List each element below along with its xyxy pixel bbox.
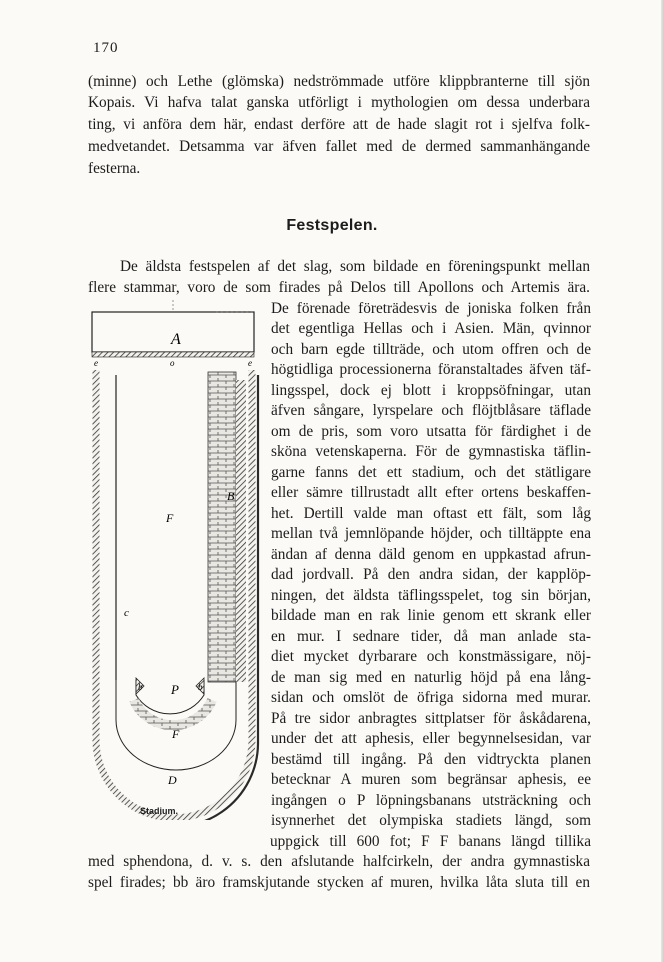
label-o: o bbox=[170, 358, 175, 368]
para-line: ändan af denna däld genom en uppkastad afrun- bbox=[271, 546, 591, 563]
para-line: ningen, det äldsta täflingsspelet, tog sin början, bbox=[271, 587, 591, 604]
para-line: de man sig med en naturlig höjd på ena lång- bbox=[271, 669, 591, 686]
para-line: De förenade företrädesvis de joniska folken från bbox=[271, 300, 591, 317]
para-line: bestämd till ingång. På den vidtryckta planen bbox=[271, 751, 591, 768]
para-line: med sphendona, d. v. s. den afslutande halfcirkeln, der andra gymnastiska bbox=[88, 853, 590, 870]
para-line: om de pris, som voro utsatta för färdighet i de bbox=[271, 423, 591, 440]
para-line: spel firades; bb äro framskjutande stycken af muren, hvilka låta sluta till en bbox=[88, 874, 590, 891]
intro-line: medvetandet. Detsamma var äfven fallet med de dermed sammanhängande bbox=[88, 138, 590, 155]
para-line: äfven sångare, lyrspelare och flöjtblåsare täflade bbox=[271, 402, 591, 419]
figure-caption: Stadium. bbox=[140, 806, 179, 816]
label-b-left: b bbox=[138, 682, 143, 692]
intro-line: ting, vi anföra dem här, endast derföre att de hade slagit rot i sjelfva folk- bbox=[88, 116, 590, 133]
para-line: sköna vetenskaperna. För de gymnastiska täflin- bbox=[271, 443, 591, 460]
para-line: flere stammar, voro de som firades på Delos till Apollons och Artemis ära. bbox=[88, 279, 590, 296]
section-heading: Festspelen. bbox=[286, 217, 378, 234]
para-line: sidan och omslöt de öfriga sidorna med murar. bbox=[271, 689, 591, 706]
intro-line: Kopais. Vi hafva talat ganska utförligt i mythologien om dessa underbara bbox=[88, 94, 590, 111]
para-line: diet mycket dyrbarare och konstmässigare, nöj- bbox=[271, 648, 591, 665]
para-line: garne fanns det ett stadium, och det stätligare bbox=[271, 464, 591, 481]
page-number: 170 bbox=[93, 40, 119, 56]
para-line: isynnerhet det olympiska stadiets längd, som bbox=[271, 812, 591, 829]
label-b-right: b bbox=[198, 682, 203, 692]
intro-line: (minne) och Lethe (glömska) nedströmmade utföre klippbranterne till sjön bbox=[88, 73, 590, 90]
intro-line: festerna. bbox=[88, 160, 141, 177]
para-line: och barn egde tillträde, och utom offren och de bbox=[271, 341, 591, 358]
label-P: P bbox=[171, 682, 179, 697]
label-e-right: e bbox=[248, 358, 252, 368]
para-line: het. Dertill valde man oftast ett fält, som låg bbox=[271, 505, 591, 522]
sphendona-seating bbox=[134, 700, 212, 725]
para-line: dad jordvall. På den andra sidan, der kapplöp- bbox=[271, 566, 591, 583]
para-line: en mur. I sednare tider, då man anlade sta- bbox=[271, 628, 591, 645]
label-F-lower: F bbox=[172, 727, 180, 741]
para-line: bildade man en rak linie genom ett skrank eller bbox=[271, 607, 591, 624]
label-c: c bbox=[124, 607, 129, 619]
label-F-upper: F bbox=[166, 511, 174, 525]
para-line: eller sämre tillrustadt allt efter ortens beskaffen- bbox=[271, 484, 591, 501]
para-line: det egentliga Hellas och i Asien. Män, qvinnor bbox=[271, 320, 591, 337]
para-line: lingsspel, dock ej blott i kroppsöfningar, utan bbox=[271, 382, 591, 399]
para-line: under det att aphesis, eller begynnelsesidan, var bbox=[271, 730, 591, 747]
entrance-line bbox=[92, 352, 254, 357]
seating-right bbox=[208, 372, 236, 682]
para-line: mellan två jemnlöpande höjder, och tilltäppte ena bbox=[271, 525, 591, 542]
label-D: D bbox=[168, 773, 177, 787]
label-A: A bbox=[171, 331, 181, 348]
para-line: På tre sidor anbragtes sittplatser för åskådarena, bbox=[271, 710, 591, 727]
para-line: ingången o P löpningsbanans utsträckning och bbox=[271, 792, 591, 809]
stadium-diagram bbox=[86, 300, 266, 820]
para-line: betecknar A muren som begränsar aphesis, ee bbox=[271, 771, 591, 788]
label-e-left: e bbox=[94, 358, 98, 368]
para-line: uppgick till 600 fot; F F banans längd tillika bbox=[270, 833, 591, 850]
para-line: De äldsta festspelen af det slag, som bildade en föreningspunkt mellan bbox=[120, 258, 590, 275]
label-B: B bbox=[227, 489, 235, 503]
para-line: högtidliga processionerna föranstaltades äfven täf- bbox=[271, 361, 591, 378]
